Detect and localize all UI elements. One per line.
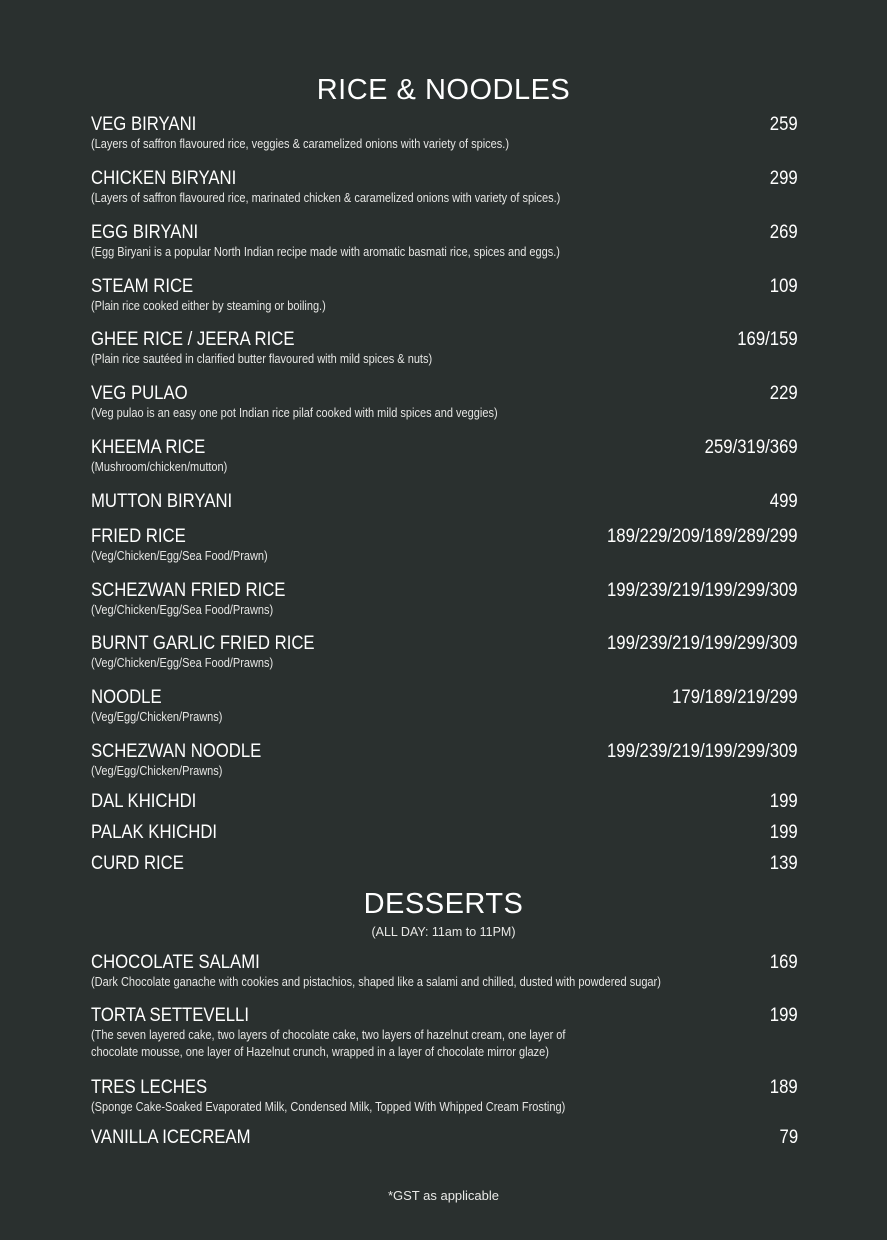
item-name: VEG BIRYANI: [91, 114, 197, 135]
menu-item-vanilla-icecream: [91, 1127, 798, 1149]
menu-item-ghee-jeera-rice: [91, 329, 798, 368]
item-description: (Plain rice sautéed in clarified butter flavoured with mild spices & nuts): [91, 352, 433, 366]
item-price: 79: [779, 1127, 798, 1148]
menu-item-schezwan-fried-rice: [91, 580, 798, 619]
menu-item-noodle: [91, 687, 798, 726]
item-description: (Mushroom/chicken/mutton): [91, 460, 228, 474]
item-name: DAL KHICHDI: [91, 791, 197, 812]
item-name: EGG BIRYANI: [91, 222, 199, 243]
item-price: 169: [770, 952, 798, 973]
item-name: TORTA SETTEVELLI: [91, 1005, 249, 1026]
menu-item-veg-biryani: [91, 114, 798, 153]
menu-item-torta-settevelli: [91, 1005, 798, 1061]
menu-item-chocolate-salami: [91, 952, 798, 991]
item-price: 179/189/219/299: [672, 687, 798, 708]
menu-item-egg-biryani: [91, 222, 798, 261]
item-price: 199/239/219/199/299/309: [607, 580, 798, 601]
item-price: 199: [770, 822, 798, 843]
item-price: 259: [770, 114, 798, 135]
menu-item-fried-rice: [91, 526, 798, 565]
item-price: 169/159: [737, 329, 798, 350]
item-description: (Veg/Chicken/Egg/Sea Food/Prawns): [91, 656, 274, 670]
menu-item-mutton-biryani: [91, 491, 798, 513]
item-name: SCHEZWAN FRIED RICE: [91, 580, 286, 601]
item-name: NOODLE: [91, 687, 162, 708]
item-description: (Veg/Chicken/Egg/Sea Food/Prawns): [91, 603, 274, 617]
item-price: 199: [770, 791, 798, 812]
item-name: CHOCOLATE SALAMI: [91, 952, 260, 973]
item-price: 259/319/369: [705, 437, 798, 458]
menu-item-schezwan-noodle: [91, 741, 798, 780]
item-name: BURNT GARLIC FRIED RICE: [91, 633, 315, 654]
item-price: 199/239/219/199/299/309: [607, 633, 798, 654]
item-price: 229: [770, 383, 798, 404]
desserts-hours: (ALL DAY: 11am to 11PM): [371, 925, 516, 939]
menu-item-steam-rice: [91, 276, 798, 315]
item-name: CURD RICE: [91, 853, 184, 874]
item-description: (Veg/Egg/Chicken/Prawns): [91, 710, 223, 724]
item-description: (The seven layered cake, two layers of chocolate cake, two layers of hazelnut cream, one layer of chocolate mousse, one layer of Hazelnut crunch, wrapped in a layer of chocolate mirror glaze): [91, 1028, 566, 1059]
item-name: VANILLA ICECREAM: [91, 1127, 251, 1148]
item-price: 189/229/209/189/289/299: [607, 526, 798, 547]
item-price: 109: [770, 276, 798, 297]
item-price: 139: [770, 853, 798, 874]
item-name: FRIED RICE: [91, 526, 186, 547]
menu-item-kheema-rice: [91, 437, 798, 476]
item-description: (Layers of saffron flavoured rice, veggies & caramelized onions with variety of spices.): [91, 137, 509, 151]
item-price: 199: [770, 1005, 798, 1026]
item-name: CHICKEN BIRYANI: [91, 168, 237, 189]
item-name: KHEEMA RICE: [91, 437, 206, 458]
menu-item-dal-khichdi: [91, 791, 798, 813]
menu-item-burnt-garlic-fried-rice: [91, 633, 798, 672]
item-price: 299: [770, 168, 798, 189]
desserts-heading: DESSERTS: [363, 888, 524, 920]
menu-item-veg-pulao: [91, 383, 798, 422]
menu-item-tres-leches: [91, 1077, 798, 1116]
item-name: TRES LECHES: [91, 1077, 208, 1098]
item-description: (Plain rice cooked either by steaming or boiling.): [91, 299, 326, 313]
item-description: (Veg pulao is an easy one pot Indian rice pilaf cooked with mild spices and veggies): [91, 406, 498, 420]
rice-noodles-heading: RICE & NOODLES: [316, 74, 571, 106]
menu-item-curd-rice: [91, 853, 798, 875]
menu-item-palak-khichdi: [91, 822, 798, 844]
item-price: 269: [770, 222, 798, 243]
item-price: 189: [770, 1077, 798, 1098]
item-description: (Veg/Chicken/Egg/Sea Food/Prawn): [91, 549, 268, 563]
item-price: 499: [770, 491, 798, 512]
item-name: GHEE RICE / JEERA RICE: [91, 329, 295, 350]
item-name: MUTTON BIRYANI: [91, 491, 233, 512]
item-description: (Egg Biryani is a popular North Indian recipe made with aromatic basmati rice, spices and eggs.): [91, 245, 560, 259]
item-price: 199/239/219/199/299/309: [607, 741, 798, 762]
item-description: (Sponge Cake-Soaked Evaporated Milk, Condensed Milk, Topped With Whipped Cream Frosting): [91, 1100, 566, 1114]
item-name: SCHEZWAN NOODLE: [91, 741, 262, 762]
item-name: STEAM RICE: [91, 276, 194, 297]
item-description: (Dark Chocolate ganache with cookies and pistachios, shaped like a salami and chilled, dusted with powdered sugar): [91, 975, 661, 989]
item-description: (Layers of saffron flavoured rice, marinated chicken & caramelized onions with variety of spices.): [91, 191, 561, 205]
item-description: (Veg/Egg/Chicken/Prawns): [91, 764, 223, 778]
menu-item-chicken-biryani: [91, 168, 798, 207]
item-name: PALAK KHICHDI: [91, 822, 218, 843]
item-name: VEG PULAO: [91, 383, 188, 404]
gst-note: *GST as applicable: [387, 1188, 500, 1203]
